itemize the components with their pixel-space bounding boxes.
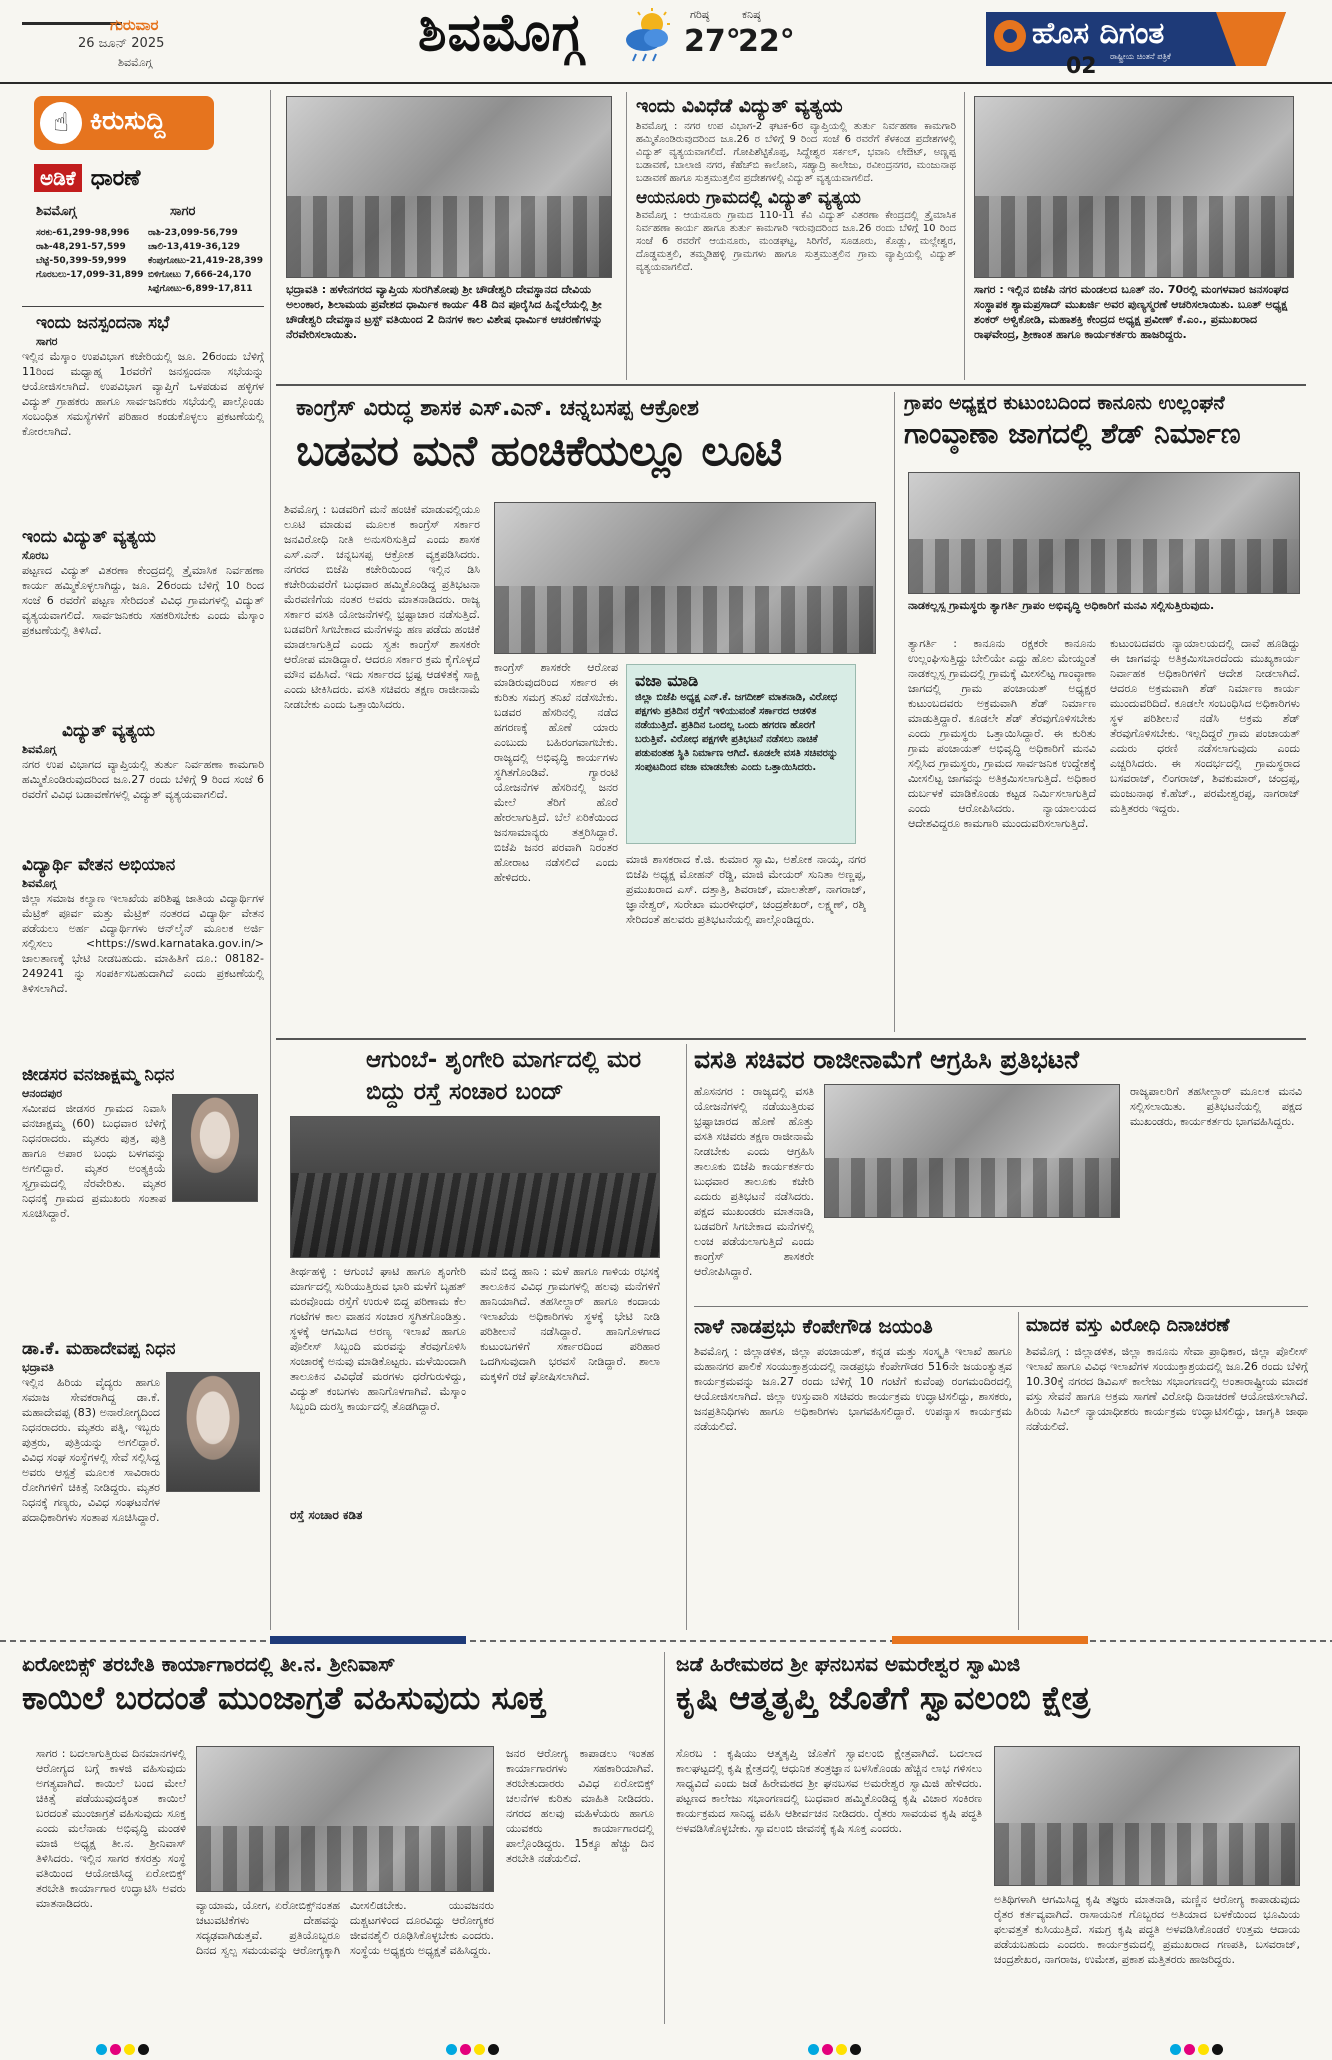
rates-place-1: ಶಿವಮೊಗ್ಗ: [36, 204, 77, 219]
kirusuddi-rail: [22, 90, 264, 1630]
power-cut-story: [636, 92, 956, 380]
brief-place: ಶಿವಮೊಗ್ಗ: [22, 743, 57, 756]
bjp-booth-caption: ಸಾಗರ : ಇಲ್ಲಿನ ಬಿಜೆಪಿ ನಗರ ಮಂಡಲದ ಬೂತ್ ನಂ. 70ರಲ್ಲಿ ಮಂಗಳವಾರ ಜನಸಂಘದ ಸಂಸ್ಥಾಪಕ ಶ್ಯಾಮಪ್ರಸಾದ್ ಮುಖರ್ಜಿ ಅವರ ಪುಣ್ಯಸ್ಮರಣೆ ಆಚರಿಸಲಾಯಿತು. ಬೂತ್ ಅಧ್ಯಕ್ಷ ಶಂಕರ್ ಅಳ್ವಿಕೋಡಿ, ಮಹಾಶಕ್ತಿ ಕೇಂದ್ರದ ಅಧ್ಯಕ್ಷ ಪ್ರವೀಣ್ ಕೆ.ಎಂ., ಪ್ರಮುಖರಾದ ರಾಘವೇಂದ್ರ, ಶ್ರೀಕಾಂತ ಹಾಗೂ ಕಾರ್ಯಕರ್ತರು ಹಾಜರಿದ್ದರು.: [974, 283, 1289, 341]
mla-col-2: ಕಾಂಗ್ರೆಸ್ ಶಾಸಕರೇ ಆರೋಪ ಮಾಡಿರುವುದರಿಂದ ಸರ್ಕಾರ ಈ ಕುರಿತು ಸಮಗ್ರ ತನಿಖೆ ನಡೆಸಬೇಕು. ಬಡವರ ಹೆಸರಿನಲ್ಲಿ ನಡೆದ ಹಗರಣಕ್ಕೆ ಹೊಣೆ ಯಾರು ಎಂಬುದು ಬಹಿರಂಗವಾಗಬೇಕು. ರಾಜ್ಯದಲ್ಲಿ ಅಭಿವೃದ್ಧಿ ಕಾರ್ಯಗಳು ಸ್ಥಗಿತಗೊಂಡಿವೆ. ಗ್ಯಾರಂಟಿ ಯೋಜನೆಗಳ ಹೆಸರಿನಲ್ಲಿ ಜನರ ಮೇಲೆ ತೆರಿಗೆ ಹೊರೆ ಹೇರಲಾಗುತ್ತಿದೆ. ಬೆಲೆ ಏರಿಕೆಯಿಂದ ಜನಸಾಮಾನ್ಯರು ತತ್ತರಿಸಿದ್ದಾರೆ. ಬಿಜೆಪಿ ಜನರ ಪರವಾಗಿ ನಿರಂತರ ಹೋರಾಟ ನಡೆಸಲಿದೆ ಎಂದು ಹೇಳಿದರು.: [494, 661, 618, 884]
kirusuddi-title: ಕಿರುಸುದ್ದಿ: [90, 106, 166, 136]
agumbe-story: [276, 1044, 680, 1630]
brief-place: ಶಿವಮೊಗ್ಗ: [22, 877, 57, 890]
brief-jana-spandana: [22, 312, 264, 522]
agriculture-col-1: ಸೊರಬ : ಕೃಷಿಯು ಆತ್ಮತೃಪ್ತಿ ಜೊತೆಗೆ ಸ್ವಾವಲಂಬಿ ಕ್ಷೇತ್ರವಾಗಿದೆ. ಬದಲಾದ ಕಾಲಘಟ್ಟದಲ್ಲಿ ಕೃಷಿ ಕ್ಷೇತ್ರದಲ್ಲಿ ಆಧುನಿಕ ತಂತ್ರಜ್ಞಾನ ಬಳಸಿಕೊಂಡು ಹೆಚ್ಚಿನ ಲಾಭ ಗಳಿಸಲು ಸಾಧ್ಯವಿದೆ ಎಂದು ಜಡೆ ಹಿರೇಮಠದ ಶ್ರೀ ಘನಬಸವ ಅಮರೇಶ್ವರ ಸ್ವಾಮಿಜಿ ಹೇಳಿದರು. ಪಟ್ಟಣದ ಕಾಲೇಜು ಸಭಾಂಗಣದಲ್ಲಿ ಬುಧವಾರ ಹಮ್ಮಿಕೊಂಡಿದ್ದ ಕೃಷಿ ವಿಚಾರ ಸಂಕಿರಣ ಕಾರ್ಯಕ್ರಮದ ಸಾನಿಧ್ಯ ವಹಿಸಿ ಆಶೀರ್ವಚನ ನೀಡಿದರು. ರೈತರು ಸಾವಯವ ಕೃಷಿ ಪದ್ಧತಿ ಅಳವಡಿಸಿಕೊಳ್ಳಬೇಕು. ಸ್ವಾವಲಂಬಿ ಜೀವನಕ್ಕೆ ಕೃಷಿ ಸೂಕ್ತ ಎಂದರು.: [676, 1747, 982, 1835]
temple-caption: ಭದ್ರಾವತಿ : ಹಳೇನಗರದ ವ್ಯಾಪ್ತಿಯ ಸುರಗಿತೋಪು ಶ್ರೀ ಚೌಡೇಶ್ವರಿ ದೇವಸ್ಥಾನದ ದೇವಿಯ ಅಲಂಕಾರ, ಶಿಲಾಮಯ ಪ್ರವೇಶದ ಧಾರ್ಮಿಕ ಕಾರ್ಯ 48 ದಿನ ಪೂರೈಸಿದ ಹಿನ್ನೆಲೆಯಲ್ಲಿ ಶ್ರೀ ಚೌಡೇಶ್ವರಿ ದೇವಸ್ಥಾನ ಟ್ರಸ್ಟ್ ವತಿಯಿಂದ 2 ದಿನಗಳ ಕಾಲ ವಿಶೇಷ ಧಾರ್ಮಿಕ ಆಚರಣೆಗಳನ್ನು ನೆರವೇರಿಸಲಾಯಿತು.: [286, 283, 603, 341]
brief-power-cut-sorab: [22, 526, 264, 716]
arecanut-title-1: ಅಡಿಕೆ: [34, 164, 82, 192]
paper-name: ಹೊಸ ದಿಗಂತ: [1032, 16, 1165, 51]
brief-text: ನಗರ ಉಪ ವಿಭಾಗದ ವ್ಯಾಪ್ತಿಯಲ್ಲಿ ತುರ್ತು ನಿರ್ವಹಣಾ ಕಾಮಗಾರಿ ಹಮ್ಮಿಕೊಂಡಿರುವುದರಿಂದ ಜೂ.27 ರಂದು ಬೆಳಿಗ್ಗೆ 9 ರಿಂದ ಸಂಜೆ 6 ರವರೆಗೆ ವಿವಿಧ ಬಡಾವಣೆಗಳಲ್ಲಿ ವಿದ್ಯುತ್ ವ್ಯತ್ಯಯವಾಗಲಿದೆ.: [22, 758, 264, 801]
villagers-petition-photo: [908, 472, 1300, 594]
brief-title: ವಿದ್ಯುತ್ ವ್ಯತ್ಯಯ: [62, 721, 155, 741]
housing-protest-photo: [824, 1084, 1120, 1218]
aerobics-kicker: ಏರೋಬಿಕ್ಸ್ ತರಬೇತಿ ಕಾರ್ಯಾಗಾರದಲ್ಲಿ ತೀ.ನ. ಶ್ರೀನಿವಾಸ್: [22, 1652, 396, 1676]
rates-col-1: [36, 226, 148, 306]
box-text: ಜಿಲ್ಲಾ ಬಿಜೆಪಿ ಅಧ್ಯಕ್ಷ ಎನ್.ಕೆ. ಜಗದೀಶ್ ಮಾತನಾಡಿ, ವಿರೋಧ ಪಕ್ಷಗಳು ಪ್ರತಿದಿನ ರಸ್ತೆಗೆ ಇಳಿಯುವಂತೆ ಸರ್ಕಾರದ ಆಡಳಿತ ನಡೆಯುತ್ತಿದೆ. ಪ್ರತಿದಿನ ಒಂದಲ್ಲ ಒಂದು ಹಗರಣ ಹೊರಗೆ ಬರುತ್ತಿವೆ. ವಿರೋಧ ಪಕ್ಷಗಳೇ ಪ್ರತಿಭಟನೆ ನಡೆಸಲು ನಾಚಿಕೆ ಪಡುವಂತಹ ಸ್ಥಿತಿ ನಿರ್ಮಾಣ ಆಗಿದೆ. ಕೂಡಲೇ ವಸತಿ ಸಚಿವರನ್ನು ಸಂಪುಟದಿಂದ ವಜಾ ಮಾಡಬೇಕು ಎಂದು ಒತ್ತಾಯಿಸಿದರು.: [635, 692, 839, 773]
obit-title: ಜೀಡಸರ ವನಜಾಕ್ಷಮ್ಮ ನಿಧನ: [22, 1065, 175, 1085]
obit-photo: [166, 1372, 260, 1492]
ayanur-headline: ಆಯನೂರು ಗ್ರಾಮದಲ್ಲಿ ವಿದ್ಯುತ್ ವ್ಯತ್ಯಯ: [636, 188, 861, 208]
brief-title: ಇಂದು ಜನಸ್ಪಂದನಾ ಸಭೆ: [36, 313, 170, 333]
obit-photo: [172, 1094, 258, 1202]
agumbe-subhead: ರಸ್ತೆ ಸಂಚಾರ ಕಡಿತ: [290, 1508, 363, 1522]
rate-row: ಕೆಂಪುಗೋಟು-21,419-28,399: [148, 256, 263, 266]
brief-text: ಇಲ್ಲಿನ ಮೆಸ್ಕಾಂ ಉಪವಿಭಾಗ ಕಚೇರಿಯಲ್ಲಿ ಜೂ. 26ರಂದು ಬೆಳಿಗ್ಗೆ 11ರಿಂದ ಮಧ್ಯಾಹ್ನ 1ರವರೆಗೆ ಜನಸ್ಪಂದನಾ ಸಭೆಯನ್ನು ಆಯೋಜಿಸಲಾಗಿದೆ. ಉಪವಿಭಾಗ ವ್ಯಾಪ್ತಿಗೆ ಒಳಪಡುವ ಹಳ್ಳಿಗಳ ವಿದ್ಯುತ್ ಗ್ರಾಹಕರು ಹಾಗೂ ಸಾರ್ವಜನಿಕರು ಸಭೆಯಲ್ಲಿ ಪಾಲ್ಗೊಂಡು ಸಂಬಂಧಿತ ಸಮಸ್ಯೆಗಳಿಗೆ ಪರಿಹಾರ ಕಂಡುಕೊಳ್ಳಲು ಪ್ರಕಟಣೆಯಲ್ಲಿ ಕೋರಲಾಗಿದೆ.: [22, 350, 264, 438]
obit-text: ಇಲ್ಲಿನ ಹಿರಿಯ ವೈದ್ಯರು ಹಾಗೂ ಸಮಾಜ ಸೇವಕರಾಗಿದ್ದ ಡಾ.ಕೆ. ಮಹಾದೇವಪ್ಪ (83) ಅನಾರೋಗ್ಯದಿಂದ ನಿಧನರಾದರು. ಮೃತರು ಪತ್ನಿ, ಇಬ್ಬರು ಪುತ್ರರು, ಪುತ್ರಿಯನ್ನು ಅಗಲಿದ್ದಾರೆ. ವಿವಿಧ ಸಂಘ ಸಂಸ್ಥೆಗಳಲ್ಲಿ ಸೇವೆ ಸಲ್ಲಿಸಿದ್ದ ಅವರು ಆಸ್ಪತ್ರೆ ಮೂಲಕ ಸಾವಿರಾರು ರೋಗಿಗಳಿಗೆ ಚಿಕಿತ್ಸೆ ನೀಡಿದ್ದರು. ಮೃತರ ನಿಧನಕ್ಕೆ ಗಣ್ಯರು, ವಿವಿಧ ಸಂಘಟನೆಗಳ ಪದಾಧಿಕಾರಿಗಳು ಸಂತಾಪ ಸೂಚಿಸಿದ್ದಾರೆ.: [22, 1376, 160, 1524]
obituary-vanajakshamma: [22, 1064, 264, 1334]
brief-text: ಪಟ್ಟಣದ ವಿದ್ಯುತ್ ವಿತರಣಾ ಕೇಂದ್ರದಲ್ಲಿ ತ್ರೈಮಾಸಿಕ ನಿರ್ವಹಣಾ ಕಾರ್ಯ ಹಮ್ಮಿಕೊಳ್ಳಲಾಗಿದ್ದು, ಜೂ. 26ರಂದು ಬೆಳಿಗ್ಗೆ 10 ರಿಂದ ಸಂಜೆ 6 ರವರೆಗೆ ಪಟ್ಟಣ ಸೇರಿದಂತೆ ವಿವಿಧ ಗ್ರಾಮಗಳಲ್ಲಿ ವಿದ್ಯುತ್ ವ್ಯತ್ಯಯವಾಗಲಿದೆ. ಸಾರ್ವಜನಿಕರು ಸಹಕರಿಸಬೇಕು ಎಂದು ಮೆಸ್ಕಾಂ ಪ್ರಕಟಣೆಯಲ್ಲಿ ತಿಳಿಸಿದೆ.: [22, 564, 264, 637]
arecanut-title-2: ಧಾರಣೆ: [90, 166, 141, 191]
seminar-photo: [994, 1746, 1300, 1886]
brief-title: ವಿದ್ಯಾರ್ಥಿ ವೇತನ ಅಭಿಯಾನ: [22, 855, 176, 875]
page-title: ಶಿವಮೊಗ್ಗ: [418, 2, 584, 63]
hand-icon: ☝: [40, 102, 82, 144]
mla-headline: ಬಡವರ ಮನೆ ಹಂಚಿಕೆಯಲ್ಲೂ ಲೂಟಿ: [296, 426, 782, 475]
agumbe-headline: ಆಗುಂಬೆ- ಶೃಂಗೇರಿ ಮಾರ್ಗದಲ್ಲಿ ಮರ ಬಿದ್ದು ರಸ್ತೆ ಸಂಚಾರ ಬಂದ್: [366, 1047, 642, 1105]
aerobics-group-photo: [196, 1746, 494, 1892]
rates-col-2: [148, 226, 264, 306]
obit-place: ಭದ್ರಾವತಿ: [22, 1361, 54, 1374]
rate-row: ಚಾಲಿ-13,419-36,129: [148, 242, 240, 252]
aerobics-col-2: ವ್ಯಾಯಾಮ, ಯೋಗ, ಏರೋಬಿಕ್ಸ್‌ನಂತಹ ಚಟುವಟಿಕೆಗಳು ದೇಹವನ್ನು ಸದೃಢವಾಗಿಡುತ್ತವೆ. ಪ್ರತಿಯೊಬ್ಬರೂ ದಿನದ ಸ್ವಲ್ಪ ಸಮಯವನ್ನು ಆರೋಗ್ಯಕ್ಕಾಗಿ ಮೀಸಲಿಡಬೇಕು. ಯುವಜನರು ದುಶ್ಚಟಗಳಿಂದ ದೂರವಿದ್ದು ಆರೋಗ್ಯಕರ ಜೀವನಶೈಲಿ ರೂಢಿಸಿಕೊಳ್ಳಬೇಕು ಎಂದರು. ಸಂಸ್ಥೆಯ ಅಧ್ಯಕ್ಷರು ಅಧ್ಯಕ್ಷತೆ ವಹಿಸಿದ್ದರು.: [196, 1899, 494, 1957]
gp-caption: ನಾಡಕಲ್ಲಸ್ಸ ಗ್ರಾಮಸ್ಥರು ತ್ಯಾಗರ್ತಿ ಗ್ರಾಪಂ ಅಭಿವೃದ್ಧಿ ಅಧಿಕಾರಿಗೆ ಮನವಿ ಸಲ್ಲಿಸುತ್ತಿರುವುದು.: [908, 599, 1215, 612]
city-label: ಶಿವಮೊಗ್ಗ: [118, 56, 153, 69]
gp-col-2: ಕುಟುಂಬದವರು ನ್ಯಾಯಾಲಯದಲ್ಲಿ ದಾವೆ ಹೂಡಿದ್ದು ಈ ಜಾಗವನ್ನು ಅತಿಕ್ರಮಿಸಬಾರದೆಂದು ಮುಖ್ಯಕಾರ್ಯ ನಿರ್ವಾಹಕ ಅಧಿಕಾರಿಗಳಿಗೆ ಆದೇಶ ನೀಡಲಾಗಿದೆ. ಆದರೂ ಅಕ್ರಮವಾಗಿ ಶೆಡ್ ನಿರ್ಮಾಣ ಕಾರ್ಯ ಮುಂದುವರಿದಿದೆ. ಕೂಡಲೇ ಸಂಬಂಧಿಸಿದ ಅಧಿಕಾರಿಗಳು ಸ್ಥಳ ಪರಿಶೀಲನೆ ನಡೆಸಿ ಅಕ್ರಮ ಶೆಡ್ ತೆರವುಗೊಳಿಸಬೇಕು. ಇಲ್ಲದಿದ್ದರೆ ಗ್ರಾಮ ಪಂಚಾಯತ್ ಎದುರು ಧರಣಿ ನಡೆಸಲಾಗುವುದು ಎಂದು ಎಚ್ಚರಿಸಿದರು. ಈ ಸಂದರ್ಭದಲ್ಲಿ ಗ್ರಾಮಸ್ಥರಾದ ಬಸವರಾಜ್, ಲಿಂಗರಾಜ್, ಶಿವಕುಮಾರ್, ಚಂದ್ರಪ್ಪ, ಮಂಜುನಾಥ ಕೆ.ಹೆಚ್., ಪರಮೇಶ್ವರಪ್ಪ, ನಾಗರಾಜ್ ಮತ್ತಿತರರು ಇದ್ದರು.: [1110, 637, 1300, 815]
obituary-mahadevappa: [22, 1338, 264, 1630]
gp-headline: ಗಾಂವ್ಠಾಣಾ ಜಾಗದಲ್ಲಿ ಶೆಡ್ ನಿರ್ಮಾಣ: [904, 417, 1241, 450]
aerobics-headline: ಕಾಯಿಲೆ ಬರದಂತೆ ಮುಂಜಾಗ್ರತೆ ವಹಿಸುವುದು ಸೂಕ್ತ: [22, 1679, 546, 1717]
agumbe-col-2: ಮನೆ ಬಿದ್ದ ಹಾನಿ : ಮಳೆ ಹಾಗೂ ಗಾಳಿಯ ರಭಸಕ್ಕೆ ತಾಲೂಕಿನ ವಿವಿಧ ಗ್ರಾಮಗಳಲ್ಲಿ ಹಲವು ಮನೆಗಳಿಗೆ ಹಾನಿಯಾಗಿದೆ. ತಹಸೀಲ್ದಾರ್ ಹಾಗೂ ಕಂದಾಯ ಇಲಾಖೆಯ ಅಧಿಕಾರಿಗಳು ಸ್ಥಳಕ್ಕೆ ಭೇಟಿ ನೀಡಿ ಪರಿಶೀಲನೆ ನಡೆಸಿದ್ದಾರೆ. ಹಾನಿಗೊಳಗಾದ ಕುಟುಂಬಗಳಿಗೆ ಸರ್ಕಾರದಿಂದ ಪರಿಹಾರ ಒದಗಿಸುವುದಾಗಿ ಭರವಸೆ ನೀಡಿದ್ದಾರೆ. ಶಾಲಾ ಮಕ್ಕಳಿಗೆ ರಜೆ ಘೋಷಿಸಲಾಗಿದೆ.: [480, 1265, 660, 1383]
power-cut-text: ಶಿವಮೊಗ್ಗ : ನಗರ ಉಪ ವಿಭಾಗ-2 ಘಟಕ-6ರ ವ್ಯಾಪ್ತಿಯಲ್ಲಿ ತುರ್ತು ನಿರ್ವಹಣಾ ಕಾಮಗಾರಿ ಹಮ್ಮಿಕೊಂಡಿರುವುದರಿಂದ ಜೂ.26 ರ ಬೆಳಿಗ್ಗೆ 9 ರಿಂದ ಸಂಜೆ 6 ರವರೆಗೆ ಕೆಳಕಂಡ ಪ್ರದೇಶಗಳಲ್ಲಿ ವಿದ್ಯುತ್ ವ್ಯತ್ಯಯವಾಗಲಿದೆ. ಗೋಪಿಶೆಟ್ಟಿಕೊಪ್ಪ, ಸಿದ್ದೇಶ್ವರ ಸರ್ಕಲ್, ಭವಾನಿ ಲೇಔಟ್, ಅಣ್ಣಪ್ಪ ಬಡಾವಣೆ, ಬಾಲಾಜಿ ನಗರ, ಕೆಹೆಚ್‌ಬಿ ಕಾಲೋನಿ, ಸಹ್ಯಾದ್ರಿ ಕಾಲೇಜು, ರವೀಂದ್ರನಗರ, ಮಂಜುನಾಥ ಬಡಾವಣೆ ಹಾಗೂ ಸುತ್ತಮುತ್ತಲಿನ ಪ್ರದೇಶಗಳಲ್ಲಿ ವಿದ್ಯುತ್ ವ್ಯತ್ಯಯವಾಗಲಿದೆ.: [636, 121, 956, 184]
housing-col-1: ಹೊಸನಗರ : ರಾಜ್ಯದಲ್ಲಿ ವಸತಿ ಯೋಜನೆಗಳಲ್ಲಿ ನಡೆಯುತ್ತಿರುವ ಭ್ರಷ್ಟಾಚಾರದ ಹೊಣೆ ಹೊತ್ತು ವಸತಿ ಸಚಿವರು ತಕ್ಷಣ ರಾಜೀನಾಮೆ ನೀಡಬೇಕು ಎಂದು ಆಗ್ರಹಿಸಿ ತಾಲೂಕು ಬಿಜೆಪಿ ಕಾರ್ಯಕರ್ತರು ಬುಧವಾರ ತಾಲೂಕು ಕಚೇರಿ ಎದುರು ಪ್ರತಿಭಟನೆ ನಡೆಸಿದರು. ಪಕ್ಷದ ಮುಖಂಡರು ಮಾತನಾಡಿ, ಬಡವರಿಗೆ ಸಿಗಬೇಕಾದ ಮನೆಗಳಲ್ಲಿ ಲಂಚ ಪಡೆಯಲಾಗುತ್ತಿದೆ ಎಂದು ಕಾಂಗ್ರೆಸ್ ಶಾಸಕರೇ ಆರೋಪಿಸಿದ್ದಾರೆ.: [694, 1085, 814, 1278]
mla-col-3: ಮಾಜಿ ಶಾಸಕರಾದ ಕೆ.ಜಿ. ಕುಮಾರ ಸ್ವಾಮಿ, ಅಶೋಕ ನಾಯ್ಕ, ನಗರ ಬಿಜೆಪಿ ಅಧ್ಯಕ್ಷ ಮೋಹನ್ ರೆಡ್ಡಿ, ಮಾಜಿ ಮೇಯರ್ ಸುನಿತಾ ಅಣ್ಣಪ್ಪ, ಪ್ರಮುಖರಾದ ಎಸ್. ದತ್ತಾತ್ರಿ, ಶಿವರಾಜ್, ಮಾಲತೇಶ್, ನಾಗರಾಜ್, ಜ್ಞಾನೇಶ್ವರ್, ಸುರೇಖಾ ಮುರಳೀಧರ್, ಚಂದ್ರಶೇಖರ್, ಲಕ್ಷ್ಮಣ್, ರಶ್ಮಿ ಸೇರಿದಂತೆ ಹಲವರು ಪ್ರತಿಭಟನೆಯಲ್ಲಿ ಪಾಲ್ಗೊಂಡಿದ್ದರು.: [626, 853, 866, 926]
date-block: [22, 16, 262, 78]
obit-text: ಸಮೀಪದ ಜೀಡಸರ ಗ್ರಾಮದ ನಿವಾಸಿ ವನಜಾಕ್ಷಮ್ಮ (60) ಬುಧವಾರ ಬೆಳಿಗ್ಗೆ ನಿಧನರಾದರು. ಮೃತರು ಪುತ್ರ, ಪುತ್ರಿ ಹಾಗೂ ಅಪಾರ ಬಂಧು ಬಳಗವನ್ನು ಅಗಲಿದ್ದಾರೆ. ಮೃತರ ಅಂತ್ಯಕ್ರಿಯೆ ಸ್ವಗ್ರಾಮದಲ್ಲಿ ನೆರವೇರಿತು. ಮೃತರ ನಿಧನಕ್ಕೆ ಗ್ರಾಮದ ಪ್ರಮುಖರು ಸಂತಾಪ ಸೂಚಿಸಿದ್ದಾರೆ.: [22, 1102, 166, 1220]
gp-story: [904, 392, 1308, 1032]
min-temp: 22°: [738, 24, 795, 59]
brief-place: ಸೊರಬ: [22, 549, 49, 562]
rate-row: ಬಿಳಿಗೋಟು 7,666-24,170: [148, 270, 252, 280]
agriculture-col-2: ಅತಿಥಿಗಳಾಗಿ ಆಗಮಿಸಿದ್ದ ಕೃಷಿ ತಜ್ಞರು ಮಾತನಾಡಿ, ಮಣ್ಣಿನ ಆರೋಗ್ಯ ಕಾಪಾಡುವುದು ರೈತರ ಕರ್ತವ್ಯವಾಗಿದೆ. ರಾಸಾಯನಿಕ ಗೊಬ್ಬರದ ಅತಿಯಾದ ಬಳಕೆಯಿಂದ ಭೂಮಿಯ ಫಲವತ್ತತೆ ಕುಸಿಯುತ್ತಿದೆ. ಸಮಗ್ರ ಕೃಷಿ ಪದ್ಧತಿ ಅಳವಡಿಸಿಕೊಂಡರೆ ಉತ್ತಮ ಆದಾಯ ಪಡೆಯಬಹುದು ಎಂದರು. ಕಾರ್ಯಕ್ರಮದಲ್ಲಿ ಪ್ರಮುಖರಾದ ಗಣಪತಿ, ಬಸವರಾಜ್, ಚಂದ್ರಶೇಖರ, ನಾಗರಾಜ, ಉಮೇಶ, ಪ್ರಕಾಶ ಮತ್ತಿತರರು ಹಾಜರಿದ್ದರು.: [994, 1893, 1300, 1966]
anti-drug-text: ಶಿವಮೊಗ್ಗ : ಜಿಲ್ಲಾಡಳಿತ, ಜಿಲ್ಲಾ ಕಾನೂನು ಸೇವಾ ಪ್ರಾಧಿಕಾರ, ಜಿಲ್ಲಾ ಪೊಲೀಸ್ ಇಲಾಖೆ ಹಾಗೂ ವಿವಿಧ ಇಲಾಖೆಗಳ ಸಂಯುಕ್ತಾಶ್ರಯದಲ್ಲಿ ಜೂ.26 ರಂದು ಬೆಳಿಗ್ಗೆ 10.30ಕ್ಕೆ ನಗರದ ಡಿವಿಎಸ್ ಕಾಲೇಜು ಸಭಾಂಗಣದಲ್ಲಿ ಅಂತಾರಾಷ್ಟ್ರೀಯ ಮಾದಕ ವಸ್ತು ಸೇವನೆ ಹಾಗೂ ಅಕ್ರಮ ಸಾಗಣೆ ವಿರೋಧಿ ದಿನಾಚರಣೆ ಆಯೋಜಿಸಲಾಗಿದೆ. ಹಿರಿಯ ಸಿವಿಲ್ ನ್ಯಾಯಾಧೀಶರು ಕಾರ್ಯಕ್ರಮ ಉದ್ಘಾಟಿಸಲಿದ್ದು, ಜಾಗೃತಿ ಜಾಥಾ ನಡೆಯಲಿದೆ.: [1026, 1345, 1308, 1433]
temple-photo: [286, 96, 612, 278]
max-temp: 27°: [684, 24, 741, 59]
brief-place: ಸಾಗರ: [36, 335, 58, 348]
paper-tagline: ರಾಷ್ಟ್ರೀಯ ಚಿಂತನೆ ಪತ್ರಿಕೆ: [1110, 52, 1171, 61]
obit-place: ಆನಂದಪುರ: [22, 1087, 63, 1100]
gp-col-1: ತ್ಯಾಗರ್ತಿ : ಕಾನೂನು ರಕ್ಷಕರೇ ಕಾನೂನು ಉಲ್ಲಂಘಿಸುತ್ತಿದ್ದು ಬೇಲಿಯೇ ಎದ್ದು ಹೊಲ ಮೇಯ್ದಂತೆ ನಾಡಕಲ್ಲಸ್ಸ ಗ್ರಾಮದಲ್ಲಿ ಗ್ರಾಮಕ್ಕೆ ಮೀಸಲಿಟ್ಟ ಗಾಂವ್ಠಾಣಾ ಜಾಗದಲ್ಲಿ ಗ್ರಾಮ ಪಂಚಾಯತ್ ಅಧ್ಯಕ್ಷರ ಕುಟುಂಬದವರು ಅಕ್ರಮವಾಗಿ ಶೆಡ್ ನಿರ್ಮಾಣ ಮಾಡುತ್ತಿದ್ದಾರೆ. ಕೂಡಲೇ ಶೆಡ್ ತೆರವುಗೊಳಿಸಬೇಕು ಎಂದು ಗ್ರಾಮಸ್ಥರು ಒತ್ತಾಯಿಸಿದ್ದಾರೆ. ಈ ಕುರಿತು ಗ್ರಾಮ ಪಂಚಾಯತ್ ಅಭಿವೃದ್ಧಿ ಅಧಿಕಾರಿಗೆ ಮನವಿ ಸಲ್ಲಿಸಿದ ಗ್ರಾಮಸ್ಥರು, ಗ್ರಾಮದ ಸಾರ್ವಜನಿಕ ಉದ್ದೇಶಕ್ಕೆ ಮೀಸಲಿಟ್ಟ ಜಾಗವನ್ನು ಅತಿಕ್ರಮಿಸಲಾಗುತ್ತಿದೆ. ಅಧಿಕಾರ ದುರ್ಬಳಕೆ ಮಾಡಿಕೊಂಡು ಕಟ್ಟಡ ನಿರ್ಮಿಸಲಾಗುತ್ತಿದೆ ಎಂದು ಆರೋಪಿಸಿದರು. ನ್ಯಾಯಾಲಯದ ಆದೇಶವಿದ್ದರೂ ಕಾಮಗಾರಿ ಮುಂದುವರಿಸಲಾಗುತ್ತಿದೆ.: [908, 637, 1096, 830]
weather-icon: [622, 8, 674, 64]
kempegowda-text: ಶಿವಮೊಗ್ಗ : ಜಿಲ್ಲಾಡಳಿತ, ಜಿಲ್ಲಾ ಪಂಚಾಯತ್, ಕನ್ನಡ ಮತ್ತು ಸಂಸ್ಕೃತಿ ಇಲಾಖೆ ಹಾಗೂ ಮಹಾನಗರ ಪಾಲಿಕೆ ಸಂಯುಕ್ತಾಶ್ರಯದಲ್ಲಿ ನಾಡಪ್ರಭು ಕೆಂಪೇಗೌಡರ 516ನೇ ಜಯಂತ್ಯುತ್ಸವ ಕಾರ್ಯಕ್ರಮವನ್ನು ಜೂ.27 ರಂದು ಬೆಳಿಗ್ಗೆ 10 ಗಂಟೆಗೆ ಕುವೆಂಪು ರಂಗಮಂದಿರದಲ್ಲಿ ಆಯೋಜಿಸಲಾಗಿದೆ. ಜಿಲ್ಲಾ ಉಸ್ತುವಾರಿ ಸಚಿವರು ಕಾರ್ಯಕ್ರಮ ಉದ್ಘಾಟಿಸಲಿದ್ದು, ಶಾಸಕರು, ಜನಪ್ರತಿನಿಧಿಗಳು ಹಾಗೂ ಅಧಿಕಾರಿಗಳು ಭಾಗವಹಿಸಲಿದ್ದಾರೆ. ಉಪನ್ಯಾಸ ಕಾರ್ಯಕ್ರಮ ನಡೆಯಲಿದೆ.: [694, 1345, 1012, 1433]
brief-scholarship: [22, 854, 264, 1060]
agriculture-story: [676, 1652, 1308, 2024]
rate-row: ರಾಶಿ-23,099-56,799: [148, 228, 238, 238]
day-label: ಗುರುವಾರ: [110, 16, 159, 34]
bjp-booth-photo: [974, 96, 1294, 278]
agumbe-col-1: ತೀರ್ಥಹಳ್ಳಿ : ಆಗುಂಬೆ ಘಾಟಿ ಹಾಗೂ ಶೃಂಗೇರಿ ಮಾರ್ಗದಲ್ಲಿ ಸುರಿಯುತ್ತಿರುವ ಭಾರಿ ಮಳೆಗೆ ಬೃಹತ್ ಮರವೊಂದು ರಸ್ತೆಗೆ ಉರುಳಿ ಬಿದ್ದ ಪರಿಣಾಮ ಕೆಲ ಗಂಟೆಗಳ ಕಾಲ ವಾಹನ ಸಂಚಾರ ಸ್ಥಗಿತಗೊಂಡಿತ್ತು. ಸ್ಥಳಕ್ಕೆ ಆಗಮಿಸಿದ ಅರಣ್ಯ ಇಲಾಖೆ ಹಾಗೂ ಪೊಲೀಸ್ ಸಿಬ್ಬಂದಿ ಮರವನ್ನು ತೆರವುಗೊಳಿಸಿ ಸಂಚಾರಕ್ಕೆ ಅನುವು ಮಾಡಿಕೊಟ್ಟರು. ಮಳೆಯಿಂದಾಗಿ ತಾಲೂಕಿನ ವಿವಿಧೆಡೆ ಮರಗಳು ಧರೆಗುರುಳಿದ್ದು, ವಿದ್ಯುತ್ ಕಂಬಗಳು ಹಾನಿಗೊಳಗಾಗಿವೆ. ಮೆಸ್ಕಾಂ ಸಿಬ್ಬಂದಿ ದುರಸ್ತಿ ಕಾರ್ಯದಲ್ಲಿ ತೊಡಗಿದ್ದಾರೆ.: [290, 1265, 466, 1413]
registration-marks-center-right: [808, 2040, 888, 2056]
registration-marks-right: [1170, 2040, 1250, 2056]
housing-col-2: ರಾಜ್ಯಪಾಲರಿಗೆ ತಹಸೀಲ್ದಾರ್ ಮೂಲಕ ಮನವಿ ಸಲ್ಲಿಸಲಾಯಿತು. ಪ್ರತಿಭಟನೆಯಲ್ಲಿ ಪಕ್ಷದ ಮುಖಂಡರು, ಕಾರ್ಯಕರ್ತರು ಭಾಗವಹಿಸಿದ್ದರು.: [1130, 1085, 1302, 1128]
min-temp-label: ಕನಿಷ್ಠ: [742, 8, 761, 21]
mla-story: [276, 392, 884, 1032]
mla-kicker: ಕಾಂಗ್ರೆಸ್ ವಿರುದ್ಧ ಶಾಸಕ ಎಸ್.ಎನ್. ಚನ್ನಬಸಪ್ಪ ಆಕ್ರೋಶ: [296, 396, 699, 421]
gp-kicker: ಗ್ರಾಪಂ ಅಧ್ಯಕ್ಷರ ಕುಟುಂಬದಿಂದ ಕಾನೂನು ಉಲ್ಲಂಘನೆ: [904, 392, 1225, 414]
rate-row: ಗೊರಬಲು-17,099-31,899: [36, 270, 144, 280]
housing-protest-story: [694, 1044, 1308, 1302]
anti-drug-story: [1026, 1312, 1308, 1630]
anti-drug-headline: ಮಾದಕ ವಸ್ತು ವಿರೋಧಿ ದಿನಾಚರಣೆ: [1026, 1315, 1230, 1336]
mla-col-1: ಶಿವಮೊಗ್ಗ : ಬಡವರಿಗೆ ಮನೆ ಹಂಚಿಕೆ ಮಾಡುವಲ್ಲಿಯೂ ಲೂಟಿ ಮಾಡುವ ಮೂಲಕ ಕಾಂಗ್ರೆಸ್ ಸರ್ಕಾರ ಜನವಿರೋಧಿ ನೀತಿ ಅನುಸರಿಸುತ್ತಿದೆ ಎಂದು ಶಾಸಕ ಎಸ್.ಎನ್. ಚನ್ನಬಸಪ್ಪ ಆಕ್ರೋಶ ವ್ಯಕ್ತಪಡಿಸಿದರು. ನಗರದ ಬಿಜೆಪಿ ಕಚೇರಿಯಿಂದ ಇಲ್ಲಿನ ಡಿಸಿ ಕಚೇರಿಯವರೆಗೆ ಬುಧವಾರ ಹಮ್ಮಿಕೊಂಡಿದ್ದ ಪ್ರತಿಭಟನಾ ಮೆರವಣಿಗೆಯ ನಂತರ ಅವರು ಮಾತನಾಡಿದರು. ರಾಜ್ಯ ಸರ್ಕಾರ ವಸತಿ ಯೋಜನೆಗಳಲ್ಲಿ ಭ್ರಷ್ಟಾಚಾರ ನಡೆಸುತ್ತಿದೆ. ಬಡವರಿಗೆ ಸಿಗಬೇಕಾದ ಮನೆಗಳನ್ನು ಹಣ ಪಡೆದು ಹಂಚಿಕೆ ಮಾಡಲಾಗುತ್ತಿದೆ ಎಂದು ಸ್ವತಃ ಕಾಂಗ್ರೆಸ್ ಶಾಸಕರೇ ಆರೋಪ ಮಾಡಿದ್ದಾರೆ. ಆದರೂ ಸರ್ಕಾರ ಕ್ರಮ ಕೈಗೊಳ್ಳದೆ ಮೌನ ವಹಿಸಿದೆ. ಇದು ಸರ್ಕಾರದ ಭ್ರಷ್ಟ ಆಡಳಿತಕ್ಕೆ ಸಾಕ್ಷಿ ಎಂದು ಟೀಕಿಸಿದರು. ವಸತಿ ಸಚಿವರು ತಕ್ಷಣ ರಾಜೀನಾಮೆ ನೀಡಬೇಕು ಎಂದು ಒತ್ತಾಯಿಸಿದರು.: [284, 503, 480, 711]
aerobics-col-3: ಜನರ ಆರೋಗ್ಯ ಕಾಪಾಡಲು ಇಂತಹ ಕಾರ್ಯಾಗಾರಗಳು ಸಹಕಾರಿಯಾಗಿವೆ. ತರಬೇತುದಾರರು ವಿವಿಧ ಏರೋಬಿಕ್ಸ್ ಚಲನೆಗಳ ಕುರಿತು ಮಾಹಿತಿ ನೀಡಿದರು. ನಗರದ ಹಲವು ಮಹಿಳೆಯರು ಹಾಗೂ ಯುವಕರು ಕಾರ್ಯಾಗಾರದಲ್ಲಿ ಪಾಲ್ಗೊಂಡಿದ್ದರು. 15ಕ್ಕೂ ಹೆಚ್ಚು ದಿನ ತರಬೇತಿ ನಡೆಯಲಿದೆ.: [506, 1747, 654, 1865]
power-cut-headline: ಇಂದು ವಿವಿಧೆಡೆ ವಿದ್ಯುತ್ ವ್ಯತ್ಯಯ: [636, 95, 843, 117]
paper-logo: [986, 6, 1286, 78]
agriculture-headline: ಕೃಷಿ ಆತ್ಮತೃಪ್ತಿ ಜೊತೆಗೆ ಸ್ವಾವಲಂಬಿ ಕ್ಷೇತ್ರ: [676, 1679, 1091, 1717]
brief-text: ಜಿಲ್ಲಾ ಸಮಾಜ ಕಲ್ಯಾಣ ಇಲಾಖೆಯ ಪರಿಶಿಷ್ಟ ಜಾತಿಯ ವಿದ್ಯಾರ್ಥಿಗಳ ಮೆಟ್ರಿಕ್ ಪೂರ್ವ ಮತ್ತು ಮೆಟ್ರಿಕ್ ನಂತರದ ವಿದ್ಯಾರ್ಥಿ ವೇತನ ಪಡೆಯಲು ಅರ್ಹ ವಿದ್ಯಾರ್ಥಿಗಳು ಆನ್‌ಲೈನ್ ಮೂಲಕ ಅರ್ಜಿ ಸಲ್ಲಿಸಲು <https://swd.karnataka.gov.in/> ಜಾಲತಾಣಕ್ಕೆ ಭೇಟಿ ನೀಡಬಹುದು. ಮಾಹಿತಿಗೆ ದೂ.: 08182-249241 ನ್ನು ಸಂಪರ್ಕಿಸಬಹುದಾಗಿದೆ ಎಂದು ಪ್ರಕಟಣೆಯಲ್ಲಿ ತಿಳಿಸಲಾಗಿದೆ.: [22, 892, 264, 995]
brief-title: ಇಂದು ವಿದ್ಯುತ್ ವ್ಯತ್ಯಯ: [22, 527, 156, 547]
fallen-tree-photo: [290, 1116, 660, 1258]
rate-row: ಸಿಪ್ಪೆಗೋಟು-6,899-17,811: [148, 284, 253, 294]
arecanut-heading: [34, 164, 234, 198]
sack-minister-box: [626, 664, 856, 844]
agriculture-kicker: ಜಡೆ ಹಿರೇಮಠದ ಶ್ರೀ ಘನಬಸವ ಅಮರೇಶ್ವರ ಸ್ವಾಮಿಜಿ: [676, 1652, 1021, 1676]
kempegowda-headline: ನಾಳೆ ನಾಡಪ್ರಭು ಕೆಂಪೇಗೌಡ ಜಯಂತಿ: [694, 1314, 933, 1338]
page-number: 02: [1066, 54, 1097, 78]
date-label: 26 ಜೂನ್ 2025: [78, 36, 165, 51]
housing-headline: ವಸತಿ ಸಚಿವರ ರಾಜೀನಾಮೆಗೆ ಆಗ್ರಹಿಸಿ ಪ್ರತಿಭಟನೆ: [694, 1045, 1080, 1074]
max-temp-label: ಗರಿಷ್ಠ: [690, 8, 710, 21]
masthead: [0, 0, 1332, 84]
rate-row: ಸರಕು-61,299-98,996: [36, 228, 130, 238]
obit-title: ಡಾ.ಕೆ. ಮಹಾದೇವಪ್ಪ ನಿಧನ: [22, 1339, 176, 1359]
box-title: ವಜಾ ಮಾಡಿ: [635, 671, 699, 690]
kirusuddi-logo: [34, 96, 214, 150]
aerobics-story: [22, 1652, 656, 2024]
section-divider: [0, 1636, 1332, 1646]
registration-marks-left: [96, 2040, 176, 2056]
registration-marks-center-left: [446, 2040, 526, 2056]
ayanur-text: ಶಿವಮೊಗ್ಗ : ಆಯನೂರು ಗ್ರಾಮದ 110-11 ಕೆವಿ ವಿದ್ಯುತ್ ವಿತರಣಾ ಕೇಂದ್ರದಲ್ಲಿ ತ್ರೈಮಾಸಿಕ ನಿರ್ವಹಣಾ ಕಾರ್ಯ ಹಾಗೂ ತುರ್ತು ಕಾಮಗಾರಿ ಇರುವುದರಿಂದ ಜೂ.26 ರಂದು ಬೆಳಿಗ್ಗೆ 10 ರಿಂದ ಸಂಜೆ 6 ರವರೆಗೆ ಆಯನೂರು, ಮಂಡಘಟ್ಟ, ಸಿರಿಗೆರೆ, ಸೂಡೂರು, ಕೊಡ್ಲು, ಮಲ್ಲೇಶ್ವರ, ದೊಡ್ಡಮತ್ತಲಿ, ತಮ್ಮಡಿಹಳ್ಳಿ ಗ್ರಾಮಗಳು ಹಾಗೂ ಸುತ್ತಮುತ್ತಲಿನ ಗ್ರಾಮ ವ್ಯಾಪ್ತಿಯಲ್ಲಿ ವಿದ್ಯುತ್ ವ್ಯತ್ಯಯವಾಗಲಿದೆ.: [636, 210, 956, 273]
brief-power-cut-shivamogga: [22, 720, 264, 850]
rates-place-2: ಸಾಗರ: [170, 204, 196, 219]
rate-row: ಬೆಟ್ಟೆ-50,399-59,999: [36, 256, 127, 266]
protest-march-photo: [494, 502, 876, 654]
aerobics-col-1: ಸಾಗರ : ಬದಲಾಗುತ್ತಿರುವ ದಿನಮಾನಗಳಲ್ಲಿ ಆರೋಗ್ಯದ ಬಗ್ಗೆ ಕಾಳಜಿ ವಹಿಸುವುದು ಅಗತ್ಯವಾಗಿದೆ. ಕಾಯಿಲೆ ಬಂದ ಮೇಲೆ ಚಿಕಿತ್ಸೆ ಪಡೆಯುವುದಕ್ಕಿಂತ ಕಾಯಿಲೆ ಬರದಂತೆ ಮುಂಜಾಗ್ರತೆ ವಹಿಸುವುದು ಸೂಕ್ತ ಎಂದು ಮಲೆನಾಡು ಅಭಿವೃದ್ಧಿ ಮಂಡಳಿ ಮಾಜಿ ಅಧ್ಯಕ್ಷ ತೀ.ನ. ಶ್ರೀನಿವಾಸ್ ತಿಳಿಸಿದರು. ಇಲ್ಲಿನ ಸಾಗರ ಕಸರತ್ತು ಸಂಸ್ಥೆ ವತಿಯಿಂದ ಆಯೋಜಿಸಿದ್ದ ಏರೋಬಿಕ್ಸ್ ತರಬೇತಿ ಕಾರ್ಯಾಗಾರ ಉದ್ಘಾಟಿಸಿ ಅವರು ಮಾತನಾಡಿದರು.: [36, 1747, 186, 1910]
kempegowda-story: [694, 1312, 1012, 1630]
rate-row: ರಾಶಿ-48,291-57,599: [36, 242, 126, 252]
